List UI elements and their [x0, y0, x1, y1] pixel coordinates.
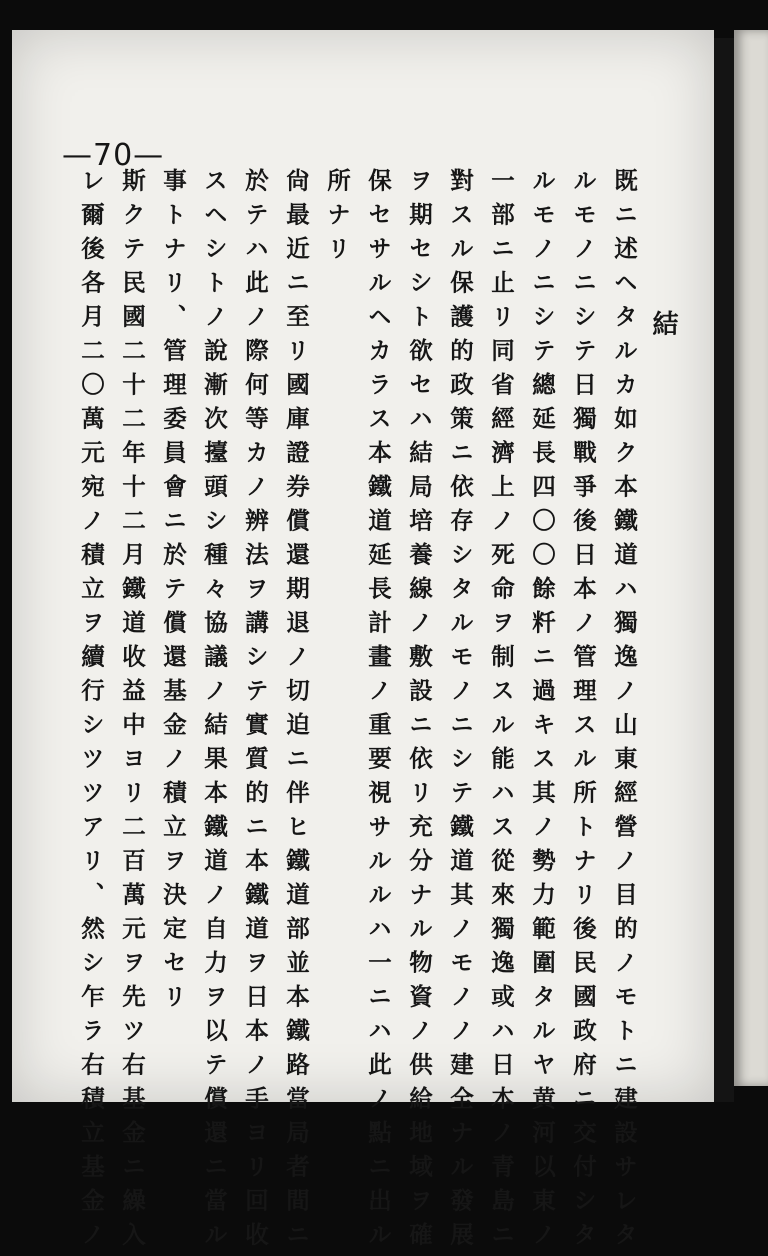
page-number: —70—: [62, 138, 165, 173]
text-column: 對スル保護的政策ニ依存シタルモノニシテ鐵道其ノモノノ建全ナル發展: [446, 168, 474, 1256]
adjacent-page-edge: [734, 30, 768, 1086]
section-title: 結: [648, 310, 678, 336]
text-column: ヲ期セシト欲セハ結局培養線ノ敷設ニ依リ充分ナル物資ノ供給地域ヲ確: [405, 168, 433, 1256]
text-column: ルモノニシテ日獨戰爭後日本ノ管理スル所トナリ後民國政府ニ交付シタ: [569, 168, 597, 1256]
text-column: 斯クテ民國二十二年十二月鐵道收益中ヨリ二百萬元ヲ先ツ右基金ニ繰入: [118, 168, 146, 1256]
text-column: 於テハ此ノ際何等カノ辨法ヲ講シテ實質的ニ本鐵道ヲ日本ノ手ヨリ回收: [241, 168, 269, 1256]
text-column: 保セサルヘカラス本鐵道延長計畫ノ重要視サルルハ一ニハ此ノ點ニ出ル: [364, 168, 392, 1256]
book-spine: [714, 38, 734, 1102]
text-column: 尙最近ニ至リ國庫證券償還期退ノ切迫ニ伴ヒ鐵道部並本鐵路當局者間ニ: [282, 168, 310, 1256]
text-column: ルモノニシテ總延長四〇〇餘粁ニ過キス其ノ勢力範圍タルヤ黄河以東ノ: [528, 168, 556, 1256]
text-column: 一部ニ止リ同省經濟上ノ死命ヲ制スル能ハス從來獨逸或ハ日本ノ青島ニ: [487, 168, 515, 1256]
text-column: 所ナリ: [323, 168, 351, 270]
text-column: レ爾後各月二〇萬元宛ノ積立ヲ續行シツツアリ、然シ乍ラ右積立基金ノ: [77, 168, 105, 1256]
text-column: 既ニ述ヘタルカ如ク本鐵道ハ獨逸ノ山東經營ノ目的ノモトニ建設サレタ: [610, 168, 638, 1256]
text-column: スヘシトノ說漸次擡頭シ種々協議ノ結果本鐵道ノ自力ヲ以テ償還ニ當ル: [200, 168, 228, 1256]
text-column: 事トナリ、管理委員會ニ於テ償還基金ノ積立ヲ決定セリ: [159, 168, 187, 1018]
